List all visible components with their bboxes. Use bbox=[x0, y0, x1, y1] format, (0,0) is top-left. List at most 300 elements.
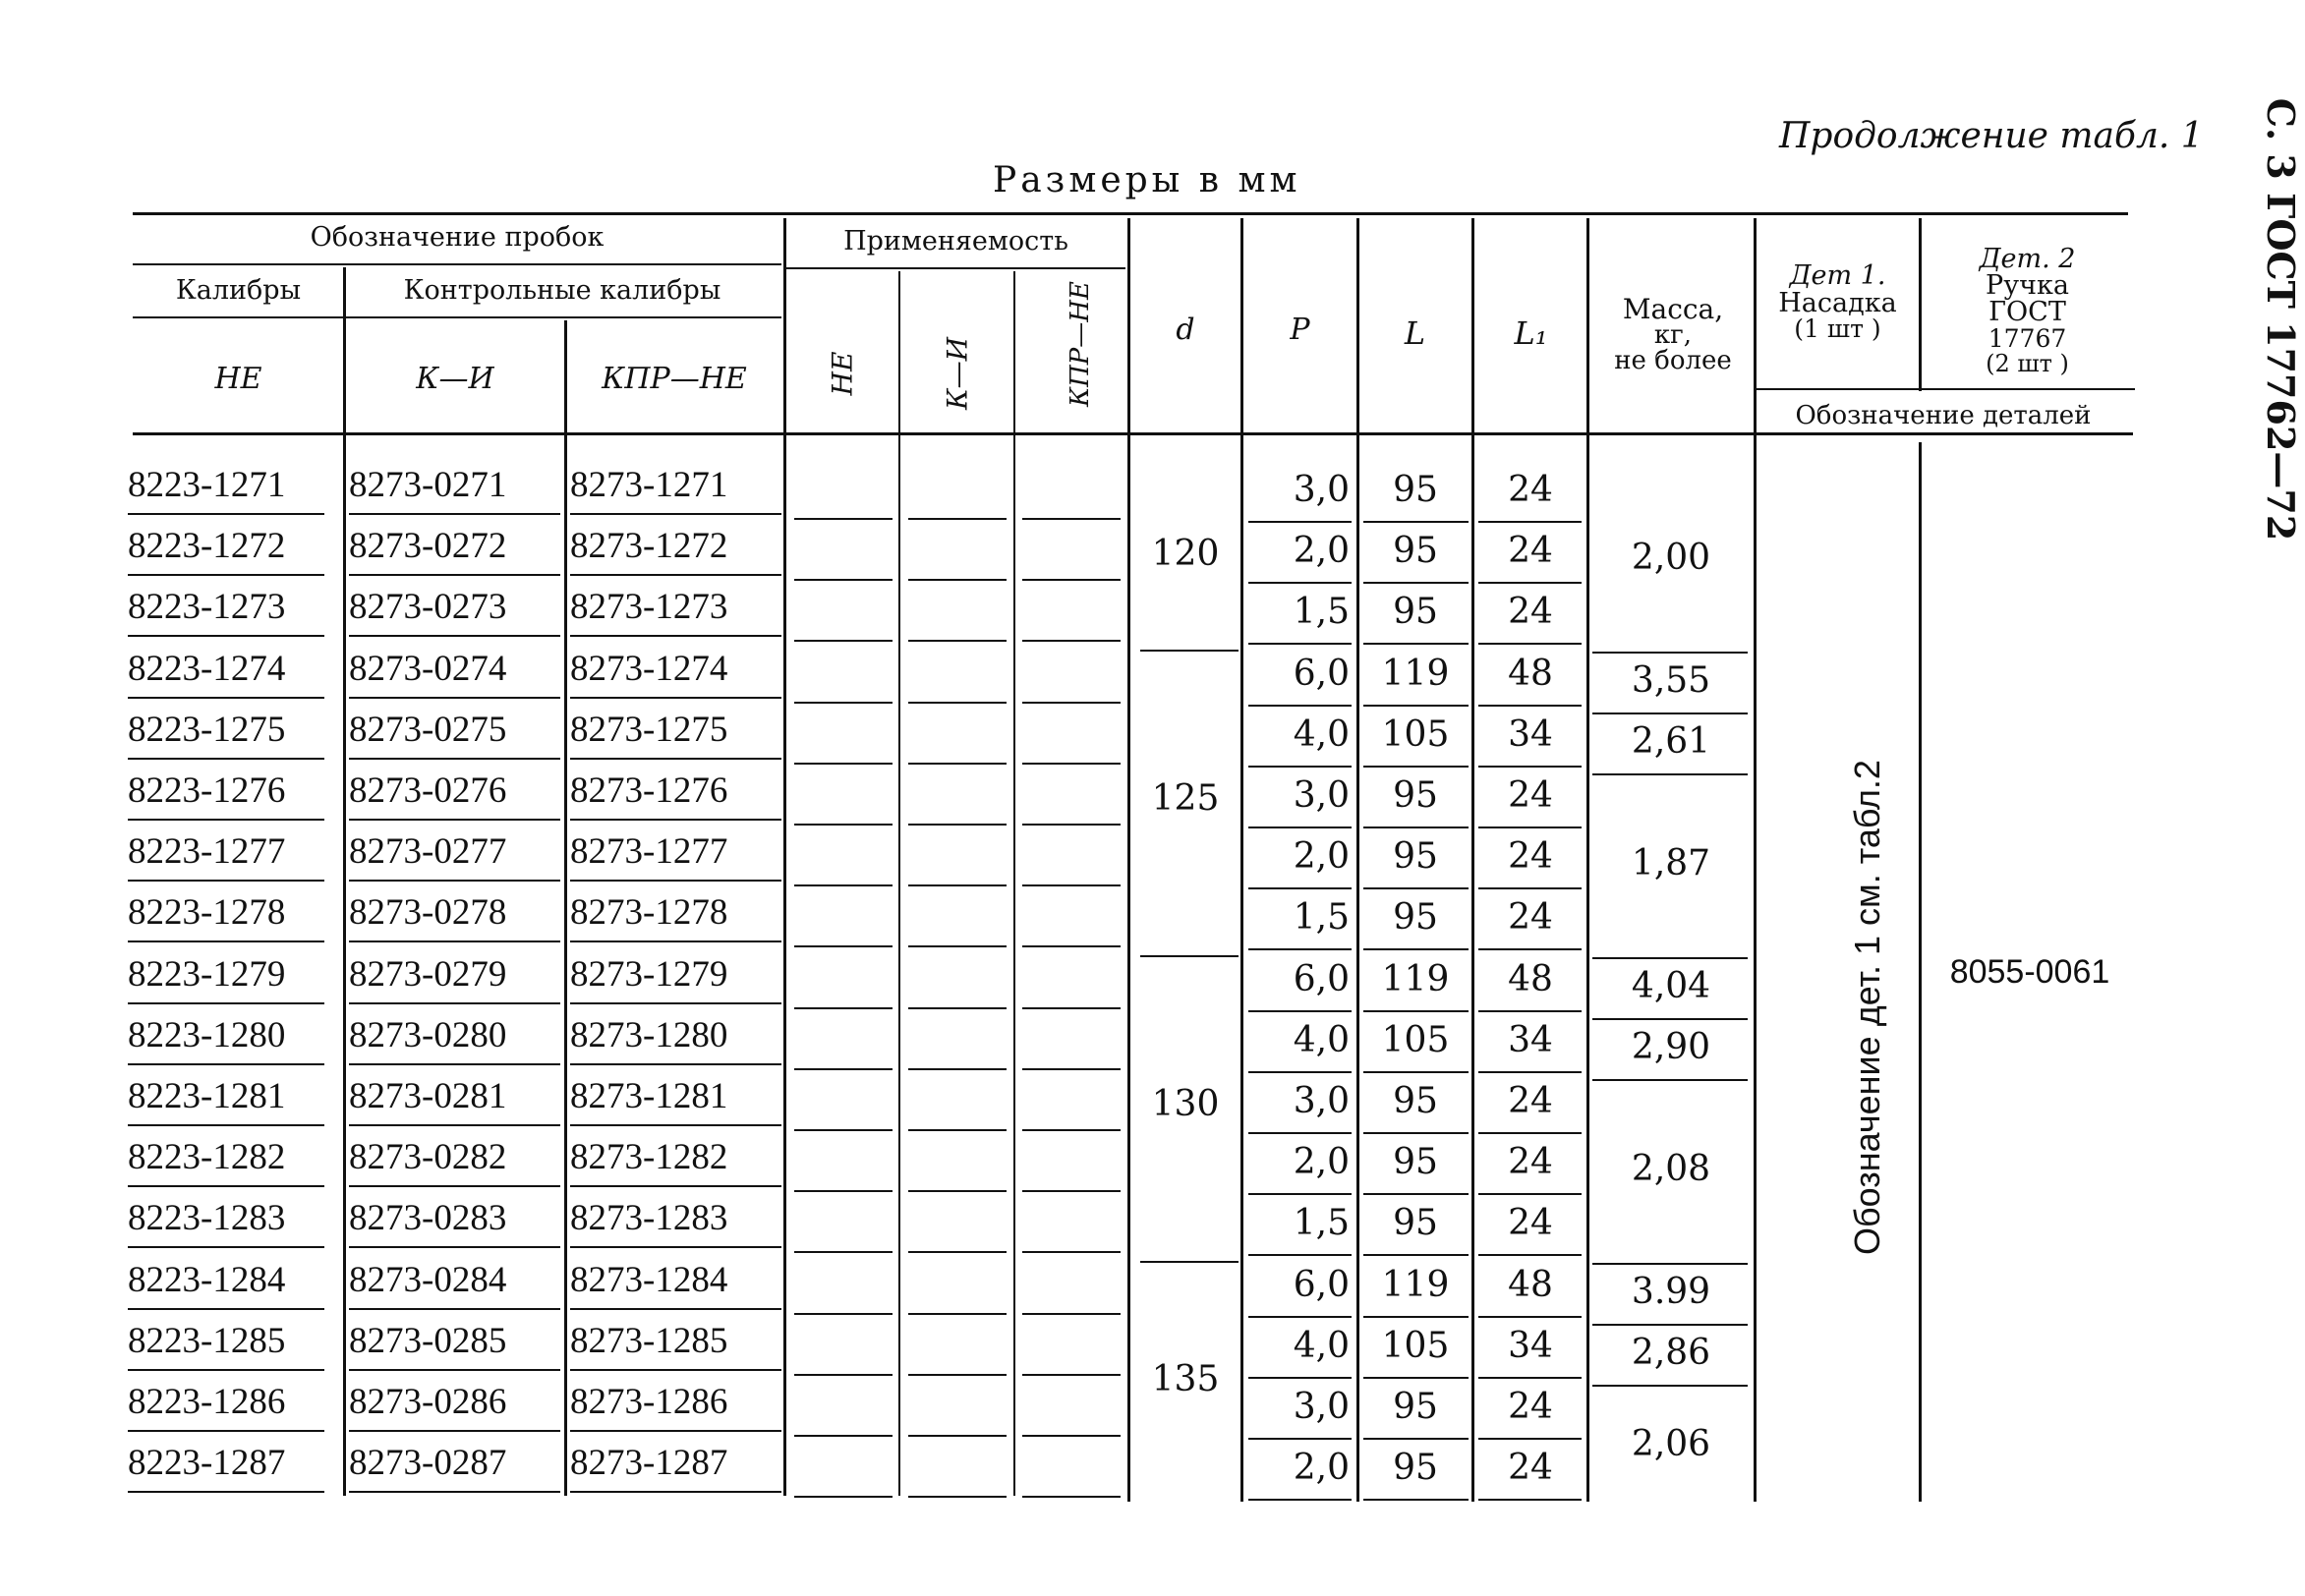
numeric-underline bbox=[1478, 887, 1582, 889]
applicability-blank bbox=[908, 702, 1007, 704]
row-underline bbox=[349, 1491, 560, 1493]
row-underline bbox=[570, 758, 781, 760]
applicability-blank bbox=[908, 1068, 1007, 1070]
numeric-underline bbox=[1363, 948, 1469, 950]
cell-p: 1,5 bbox=[1293, 1203, 1350, 1244]
vrule-3 bbox=[783, 218, 786, 1496]
row-underline bbox=[128, 635, 324, 637]
header-kpr-ne: КПР—НЕ bbox=[602, 362, 747, 396]
cell-kprne: 8273-1280 bbox=[570, 1014, 728, 1055]
cell-l: 95 bbox=[1393, 1081, 1438, 1121]
numeric-underline bbox=[1363, 1499, 1469, 1501]
cell-kprne: 8273-1283 bbox=[570, 1198, 728, 1239]
cell-ne: 8223-1285 bbox=[128, 1320, 286, 1361]
cell-p: 2,0 bbox=[1293, 531, 1350, 572]
cell-l: 95 bbox=[1393, 1387, 1438, 1427]
row-underline bbox=[128, 1308, 324, 1310]
cell-kprne: 8273-1282 bbox=[570, 1137, 728, 1178]
cell-ne: 8223-1271 bbox=[128, 465, 286, 505]
cell-kprne: 8273-1272 bbox=[570, 526, 728, 567]
cell-l1: 24 bbox=[1508, 470, 1553, 510]
row-underline bbox=[570, 1491, 781, 1493]
numeric-underline bbox=[1363, 1438, 1469, 1440]
cell-p: 3,0 bbox=[1293, 1081, 1350, 1121]
row-underline bbox=[570, 1369, 781, 1371]
applicability-blank bbox=[1022, 1374, 1121, 1376]
header-rule-det bbox=[1757, 388, 2135, 390]
row-underline bbox=[570, 1185, 781, 1187]
header-calibers: Калибры bbox=[175, 275, 302, 306]
row-underline bbox=[349, 1124, 560, 1126]
cell-l1: 24 bbox=[1508, 592, 1553, 633]
mass-group-rule bbox=[1592, 712, 1748, 714]
cell-ne: 8223-1284 bbox=[128, 1259, 286, 1300]
vrule-9 bbox=[1471, 218, 1474, 1502]
row-underline bbox=[570, 1430, 781, 1432]
cell-kprne: 8273-1274 bbox=[570, 648, 728, 689]
header-app-kpr-ne: КПР—НЕ bbox=[1066, 281, 1095, 407]
cell-mass: 2,61 bbox=[1631, 720, 1711, 762]
applicability-blank bbox=[908, 763, 1007, 765]
header-k-i: К—И bbox=[416, 362, 494, 396]
cell-l1: 48 bbox=[1508, 958, 1553, 999]
cell-p: 6,0 bbox=[1293, 653, 1350, 694]
d-group-rule bbox=[1140, 955, 1239, 957]
applicability-blank bbox=[1022, 763, 1121, 765]
cell-p: 4,0 bbox=[1293, 713, 1350, 755]
cell-d: 135 bbox=[1151, 1359, 1220, 1399]
applicability-blank bbox=[1022, 702, 1121, 704]
mass-group-rule bbox=[1592, 1079, 1748, 1081]
cell-mass: 2,00 bbox=[1631, 538, 1711, 579]
cell-p: 4,0 bbox=[1293, 1325, 1350, 1366]
row-underline bbox=[128, 1430, 324, 1432]
vrule-8 bbox=[1356, 218, 1359, 1502]
cell-l1: 24 bbox=[1508, 775, 1553, 816]
cell-ne: 8223-1276 bbox=[128, 770, 286, 811]
row-underline bbox=[128, 1491, 324, 1493]
numeric-underline bbox=[1363, 1010, 1469, 1012]
cell-l1: 24 bbox=[1508, 1081, 1553, 1121]
numeric-underline bbox=[1363, 887, 1469, 889]
cell-ki: 8273-0279 bbox=[349, 953, 507, 995]
cell-ne: 8223-1282 bbox=[128, 1137, 286, 1178]
cell-d: 120 bbox=[1151, 534, 1220, 575]
cell-l: 95 bbox=[1393, 775, 1438, 816]
cell-l1: 34 bbox=[1508, 1019, 1553, 1060]
numeric-underline bbox=[1363, 766, 1469, 768]
numeric-underline bbox=[1363, 521, 1469, 523]
header-l1: L₁ bbox=[1514, 314, 1548, 352]
applicability-blank bbox=[908, 884, 1007, 886]
applicability-blank bbox=[908, 1374, 1007, 1376]
continuation-label: Продолжение табл. 1 bbox=[1779, 116, 2204, 156]
mass-group-rule bbox=[1592, 1324, 1748, 1326]
row-underline bbox=[349, 697, 560, 699]
cell-l1: 24 bbox=[1508, 1448, 1553, 1489]
cell-p: 2,0 bbox=[1293, 1448, 1350, 1489]
cell-kprne: 8273-1273 bbox=[570, 587, 728, 628]
cell-ne: 8223-1273 bbox=[128, 587, 286, 628]
numeric-underline bbox=[1478, 1499, 1582, 1501]
vrule-6 bbox=[1127, 218, 1130, 1502]
cell-l: 95 bbox=[1393, 531, 1438, 572]
row-underline bbox=[349, 513, 560, 515]
cell-ki: 8273-0277 bbox=[349, 831, 507, 873]
applicability-blank bbox=[1022, 518, 1121, 520]
applicability-blank bbox=[794, 1068, 893, 1070]
numeric-underline bbox=[1363, 1316, 1469, 1318]
header-ne: НЕ bbox=[214, 362, 262, 396]
numeric-underline bbox=[1248, 887, 1352, 889]
cell-ki: 8273-0280 bbox=[349, 1014, 507, 1055]
row-underline bbox=[570, 880, 781, 882]
det1-note: Обозначение дет. 1 см. табл.2 bbox=[1847, 760, 1887, 1255]
cell-l1: 24 bbox=[1508, 1203, 1553, 1244]
cell-l: 119 bbox=[1381, 958, 1450, 999]
numeric-underline bbox=[1478, 521, 1582, 523]
applicability-blank bbox=[794, 945, 893, 947]
numeric-underline bbox=[1248, 1193, 1352, 1195]
mass-group-rule bbox=[1592, 1385, 1748, 1387]
row-underline bbox=[349, 1430, 560, 1432]
mass-group-rule bbox=[1592, 773, 1748, 775]
cell-ne: 8223-1275 bbox=[128, 709, 286, 750]
applicability-blank bbox=[794, 824, 893, 826]
cell-l1: 24 bbox=[1508, 1387, 1553, 1427]
cell-l1: 24 bbox=[1508, 897, 1553, 939]
cell-ki: 8273-0278 bbox=[349, 892, 507, 934]
row-underline bbox=[349, 880, 560, 882]
row-underline bbox=[570, 940, 781, 942]
cell-ne: 8223-1281 bbox=[128, 1076, 286, 1116]
row-underline bbox=[570, 1063, 781, 1065]
sizes-title: Размеры в мм bbox=[993, 160, 1301, 200]
cell-l: 105 bbox=[1381, 1019, 1450, 1060]
cell-mass: 1,87 bbox=[1631, 843, 1711, 884]
cell-p: 6,0 bbox=[1293, 958, 1350, 999]
row-underline bbox=[128, 880, 324, 882]
cell-l1: 48 bbox=[1508, 653, 1553, 694]
header-mass-3: не более bbox=[1614, 346, 1732, 375]
cell-l: 105 bbox=[1381, 1325, 1450, 1366]
cell-kprne: 8273-1285 bbox=[570, 1320, 728, 1361]
numeric-underline bbox=[1478, 826, 1582, 828]
header-mass-2: кг, bbox=[1653, 320, 1693, 350]
cell-kprne: 8273-1281 bbox=[570, 1076, 728, 1116]
numeric-underline bbox=[1478, 1193, 1582, 1195]
cell-ne: 8223-1287 bbox=[128, 1443, 286, 1484]
mass-group-rule bbox=[1592, 652, 1748, 654]
applicability-blank bbox=[1022, 1190, 1121, 1192]
applicability-blank bbox=[908, 824, 1007, 826]
cell-p: 4,0 bbox=[1293, 1019, 1350, 1060]
cell-p: 1,5 bbox=[1293, 897, 1350, 939]
cell-ne: 8223-1283 bbox=[128, 1198, 286, 1239]
row-underline bbox=[128, 1002, 324, 1004]
cell-l1: 34 bbox=[1508, 1325, 1553, 1366]
applicability-blank bbox=[1022, 1313, 1121, 1315]
header-det1-2: Насадка bbox=[1778, 288, 1897, 318]
cell-kprne: 8273-1277 bbox=[570, 831, 728, 873]
cell-ki: 8273-0275 bbox=[349, 709, 507, 750]
cell-kprne: 8273-1275 bbox=[570, 709, 728, 750]
applicability-blank bbox=[1022, 1068, 1121, 1070]
cell-p: 2,0 bbox=[1293, 1142, 1350, 1183]
header-parts-designation: Обозначение деталей bbox=[1795, 401, 2092, 430]
numeric-underline bbox=[1248, 1010, 1352, 1012]
cell-l1: 24 bbox=[1508, 531, 1553, 572]
applicability-blank bbox=[908, 518, 1007, 520]
row-underline bbox=[128, 758, 324, 760]
applicability-blank bbox=[794, 518, 893, 520]
row-underline bbox=[349, 940, 560, 942]
row-underline bbox=[349, 635, 560, 637]
numeric-underline bbox=[1478, 766, 1582, 768]
row-underline bbox=[349, 1002, 560, 1004]
cell-ki: 8273-0281 bbox=[349, 1076, 507, 1116]
header-rule-applicability bbox=[786, 267, 1125, 269]
cell-ki: 8273-0274 bbox=[349, 648, 507, 689]
cell-ki: 8273-0282 bbox=[349, 1137, 507, 1178]
cell-mass: 3,55 bbox=[1631, 659, 1711, 701]
cell-ne: 8223-1280 bbox=[128, 1014, 286, 1055]
cell-l1: 24 bbox=[1508, 1142, 1553, 1183]
vrule-12 bbox=[1919, 218, 1922, 391]
cell-mass: 2,08 bbox=[1631, 1149, 1711, 1190]
applicability-blank bbox=[908, 1007, 1007, 1009]
cell-ki: 8273-0286 bbox=[349, 1382, 507, 1422]
cell-ki: 8273-0273 bbox=[349, 587, 507, 628]
row-underline bbox=[570, 697, 781, 699]
applicability-blank bbox=[908, 1313, 1007, 1315]
numeric-underline bbox=[1248, 1254, 1352, 1256]
cell-l: 95 bbox=[1393, 592, 1438, 633]
row-underline bbox=[570, 513, 781, 515]
numeric-underline bbox=[1248, 1071, 1352, 1073]
vrule-2 bbox=[564, 320, 567, 1496]
applicability-blank bbox=[908, 945, 1007, 947]
numeric-underline bbox=[1363, 826, 1469, 828]
applicability-blank bbox=[908, 1435, 1007, 1437]
applicability-blank bbox=[908, 1251, 1007, 1253]
numeric-underline bbox=[1248, 1499, 1352, 1501]
applicability-blank bbox=[794, 1251, 893, 1253]
applicability-blank bbox=[1022, 945, 1121, 947]
cell-l: 95 bbox=[1393, 1142, 1438, 1183]
numeric-underline bbox=[1248, 643, 1352, 645]
header-det2-3: ГОСТ bbox=[1988, 297, 2066, 327]
header-app-k-i: К—И bbox=[941, 336, 974, 411]
numeric-underline bbox=[1248, 582, 1352, 584]
cell-ki: 8273-0287 bbox=[349, 1443, 507, 1484]
cell-l: 119 bbox=[1381, 653, 1450, 694]
applicability-blank bbox=[794, 1007, 893, 1009]
applicability-blank bbox=[908, 1129, 1007, 1131]
row-underline bbox=[128, 1246, 324, 1248]
header-mass-1: Масса, bbox=[1622, 293, 1724, 325]
row-underline bbox=[349, 1063, 560, 1065]
det2-value: 8055-0061 bbox=[1949, 953, 2110, 991]
applicability-blank bbox=[1022, 1251, 1121, 1253]
cell-ki: 8273-0276 bbox=[349, 770, 507, 811]
row-underline bbox=[349, 758, 560, 760]
applicability-blank bbox=[794, 640, 893, 642]
numeric-underline bbox=[1478, 705, 1582, 707]
applicability-blank bbox=[1022, 824, 1121, 826]
numeric-underline bbox=[1248, 766, 1352, 768]
header-rule-calibers bbox=[133, 316, 781, 318]
header-det1-1: Дет 1. bbox=[1789, 260, 1886, 291]
numeric-underline bbox=[1478, 1438, 1582, 1440]
row-underline bbox=[128, 697, 324, 699]
cell-l: 119 bbox=[1381, 1264, 1450, 1305]
cell-kprne: 8273-1287 bbox=[570, 1443, 728, 1484]
numeric-underline bbox=[1248, 521, 1352, 523]
row-underline bbox=[570, 635, 781, 637]
mass-group-rule bbox=[1592, 1018, 1748, 1020]
numeric-underline bbox=[1478, 1254, 1582, 1256]
mass-group-rule bbox=[1592, 1263, 1748, 1265]
row-underline bbox=[128, 819, 324, 821]
cell-ki: 8273-0272 bbox=[349, 526, 507, 567]
vrule-13 bbox=[1919, 442, 1922, 1502]
row-underline bbox=[128, 940, 324, 942]
row-underline bbox=[349, 819, 560, 821]
row-underline bbox=[349, 1185, 560, 1187]
numeric-underline bbox=[1363, 1132, 1469, 1134]
applicability-blank bbox=[908, 1190, 1007, 1192]
header-det2-2: Ручка bbox=[1986, 270, 2069, 301]
numeric-underline bbox=[1363, 1193, 1469, 1195]
table-top-rule bbox=[133, 212, 2128, 215]
cell-ne: 8223-1277 bbox=[128, 831, 286, 873]
applicability-blank bbox=[1022, 884, 1121, 886]
cell-l: 105 bbox=[1381, 713, 1450, 755]
applicability-blank bbox=[794, 579, 893, 581]
numeric-underline bbox=[1478, 643, 1582, 645]
row-underline bbox=[128, 513, 324, 515]
header-designation-group: Обозначение пробок bbox=[310, 222, 605, 253]
applicability-blank bbox=[794, 1313, 893, 1315]
vrule-10 bbox=[1586, 218, 1589, 1502]
row-underline bbox=[570, 1308, 781, 1310]
cell-mass: 2,06 bbox=[1631, 1424, 1711, 1465]
header-applicability: Применяемость bbox=[843, 226, 1068, 256]
applicability-blank bbox=[794, 1435, 893, 1437]
cell-l: 95 bbox=[1393, 1448, 1438, 1489]
row-underline bbox=[349, 1246, 560, 1248]
numeric-underline bbox=[1363, 705, 1469, 707]
header-p: P bbox=[1290, 313, 1310, 347]
cell-p: 1,5 bbox=[1293, 592, 1350, 633]
vrule-5 bbox=[1013, 271, 1015, 1496]
cell-ne: 8223-1278 bbox=[128, 892, 286, 934]
numeric-underline bbox=[1248, 1438, 1352, 1440]
header-det2-4: 17767 bbox=[1988, 324, 2067, 353]
numeric-underline bbox=[1478, 582, 1582, 584]
cell-ki: 8273-0284 bbox=[349, 1259, 507, 1300]
row-underline bbox=[570, 819, 781, 821]
numeric-underline bbox=[1248, 705, 1352, 707]
header-app-ne: НЕ bbox=[826, 351, 859, 396]
vrule-11 bbox=[1754, 218, 1757, 1502]
numeric-underline bbox=[1478, 1377, 1582, 1379]
cell-ne: 8223-1274 bbox=[128, 648, 286, 689]
cell-p: 3,0 bbox=[1293, 470, 1350, 510]
numeric-underline bbox=[1248, 1132, 1352, 1134]
numeric-underline bbox=[1478, 948, 1582, 950]
applicability-blank bbox=[794, 702, 893, 704]
applicability-blank bbox=[908, 640, 1007, 642]
applicability-blank bbox=[1022, 1007, 1121, 1009]
row-underline bbox=[128, 1369, 324, 1371]
cell-mass: 2,86 bbox=[1631, 1332, 1711, 1373]
header-bottom-rule bbox=[133, 432, 2133, 435]
cell-ki: 8273-0285 bbox=[349, 1320, 507, 1361]
cell-p: 3,0 bbox=[1293, 1387, 1350, 1427]
cell-p: 2,0 bbox=[1293, 836, 1350, 878]
row-underline bbox=[570, 1124, 781, 1126]
cell-kprne: 8273-1271 bbox=[570, 465, 728, 505]
applicability-blank bbox=[794, 1190, 893, 1192]
cell-kprne: 8273-1279 bbox=[570, 953, 728, 995]
row-underline bbox=[570, 1246, 781, 1248]
numeric-underline bbox=[1478, 1071, 1582, 1073]
cell-ne: 8223-1272 bbox=[128, 526, 286, 567]
cell-l1: 34 bbox=[1508, 713, 1553, 755]
row-underline bbox=[349, 1369, 560, 1371]
applicability-blank bbox=[1022, 640, 1121, 642]
gost-side-label: С. 3 ГОСТ 17762—72 bbox=[2259, 97, 2303, 542]
vrule-1 bbox=[343, 267, 346, 1496]
header-control-calibers: Контрольные калибры bbox=[403, 275, 721, 306]
numeric-underline bbox=[1363, 1377, 1469, 1379]
cell-ki: 8273-0271 bbox=[349, 465, 507, 505]
cell-kprne: 8273-1286 bbox=[570, 1382, 728, 1422]
applicability-blank bbox=[1022, 1496, 1121, 1498]
cell-l1: 24 bbox=[1508, 836, 1553, 878]
cell-p: 6,0 bbox=[1293, 1264, 1350, 1305]
row-underline bbox=[128, 1185, 324, 1187]
numeric-underline bbox=[1248, 1316, 1352, 1318]
cell-l: 95 bbox=[1393, 897, 1438, 939]
numeric-underline bbox=[1363, 1254, 1469, 1256]
numeric-underline bbox=[1478, 1132, 1582, 1134]
cell-ne: 8223-1286 bbox=[128, 1382, 286, 1422]
row-underline bbox=[128, 1063, 324, 1065]
numeric-underline bbox=[1248, 948, 1352, 950]
applicability-blank bbox=[794, 1496, 893, 1498]
applicability-blank bbox=[794, 763, 893, 765]
applicability-blank bbox=[908, 579, 1007, 581]
applicability-blank bbox=[1022, 1435, 1121, 1437]
header-det1-3: (1 шт ) bbox=[1794, 314, 1881, 343]
applicability-blank bbox=[794, 1129, 893, 1131]
header-det2-5: (2 шт ) bbox=[1986, 350, 2069, 377]
cell-ne: 8223-1279 bbox=[128, 953, 286, 995]
cell-kprne: 8273-1284 bbox=[570, 1259, 728, 1300]
mass-group-rule bbox=[1592, 957, 1748, 959]
cell-mass: 2,90 bbox=[1631, 1026, 1711, 1067]
cell-l: 95 bbox=[1393, 1203, 1438, 1244]
d-group-rule bbox=[1140, 1261, 1239, 1263]
cell-kprne: 8273-1276 bbox=[570, 770, 728, 811]
cell-ki: 8273-0283 bbox=[349, 1198, 507, 1239]
cell-kprne: 8273-1278 bbox=[570, 892, 728, 934]
numeric-underline bbox=[1248, 1377, 1352, 1379]
cell-d: 130 bbox=[1151, 1084, 1220, 1125]
